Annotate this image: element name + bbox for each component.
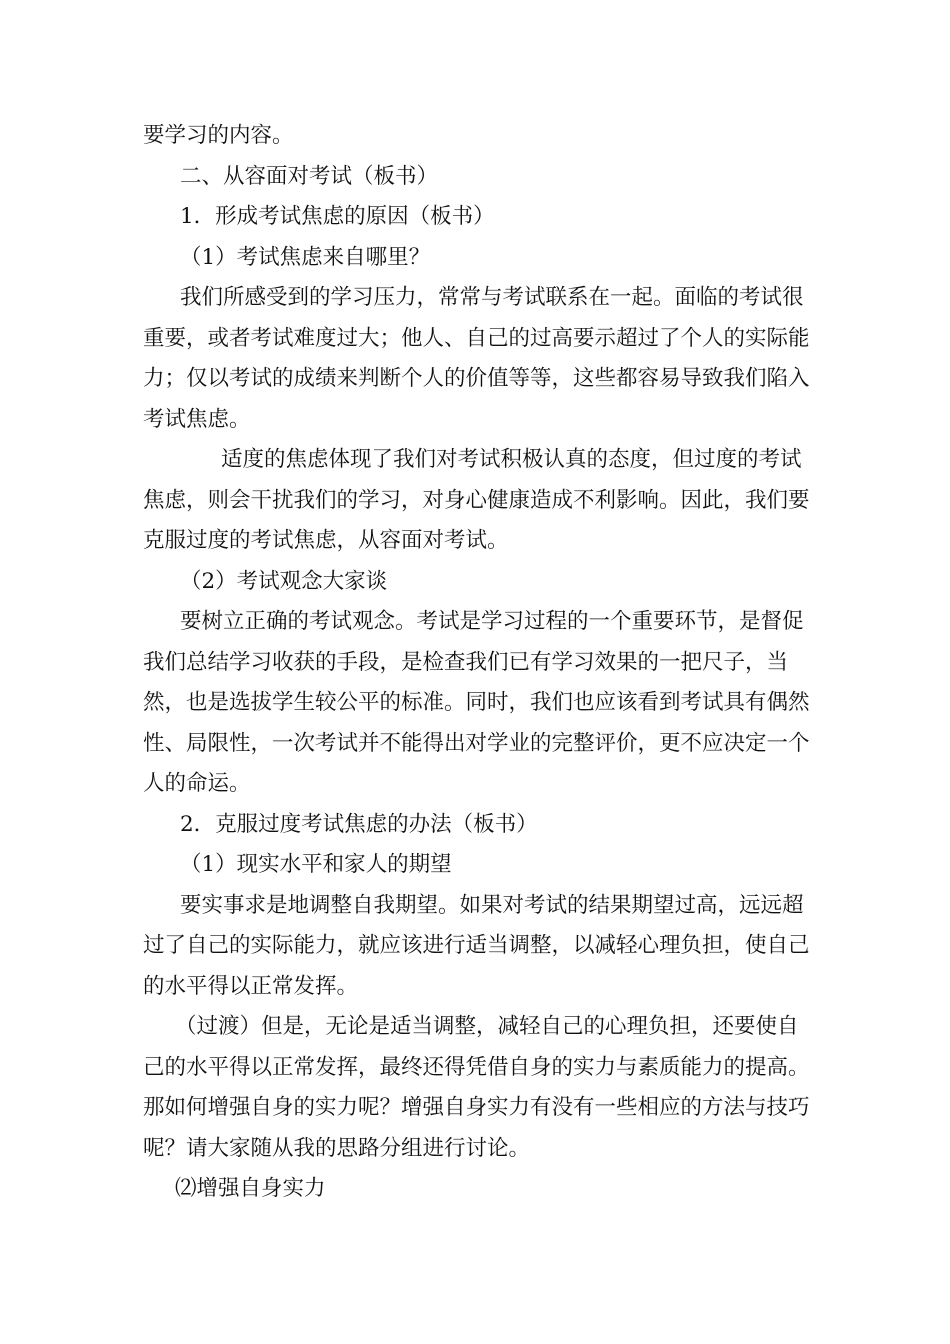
body-paragraph: 要实事求是地调整自我期望。如果对考试的结果期望过高，远远超过了自己的实际能力，就应该进行适当调整，以减轻心理负担，使自己的水平得以正常发挥。 [143, 892, 810, 999]
body-paragraph: 我们所感受到的学习压力，常常与考试联系在一起。面临的考试很重要，或者考试难度过大；他人、自己的过高要示超过了个人的实际能力；仅以考试的成绩来判断个人的价值等等，这些都容易导致我们陷入考试焦虑。 [143, 285, 810, 432]
item-heading: （1）现实水平和家人的期望 [180, 852, 452, 877]
subsection-heading: 2．克服过度考试焦虑的办法（板书） [180, 811, 538, 837]
paragraph-continuation: 要学习的内容。 [143, 123, 294, 148]
item-heading: ⑵增强自身实力 [175, 1176, 326, 1201]
item-heading: （2）考试观念大家谈 [180, 568, 388, 594]
body-paragraph: 适度的焦虑体现了我们对考试积极认真的态度，但过度的考试焦虑，则会干扰我们的学习，对身心健康造成不利影响。因此，我们要克服过度的考试焦虑，从容面对考试。 [143, 447, 810, 553]
document-body [143, 116, 811, 1210]
section-heading: 二、从容面对考试（板书） [180, 163, 439, 189]
body-paragraph: 要树立正确的考试观念。考试是学习过程的一个重要环节，是督促我们总结学习收获的手段，是检查我们已有学习效果的一把尺子，当然，也是选拔学生较公平的标准。同时，我们也应该看到考试具有偶然性、局限性，一次考试并不能得出对学业的完整评价，更不应决定一个人的命运。 [143, 609, 810, 796]
item-heading: （1）考试焦虑来自哪里？ [180, 244, 431, 270]
body-paragraph: （过渡）但是，无论是适当调整，减轻自己的心理负担，还要使自己的水平得以正常发挥，最终还得凭借自身的实力与素质能力的提高。那如何增强自身的实力呢？增强自身实力有没有一些相应的方法与技巧呢？请大家随从我的思路分组进行讨论。 [143, 1014, 810, 1161]
subsection-heading: 1．形成考试焦虑的原因（板书） [180, 204, 495, 229]
